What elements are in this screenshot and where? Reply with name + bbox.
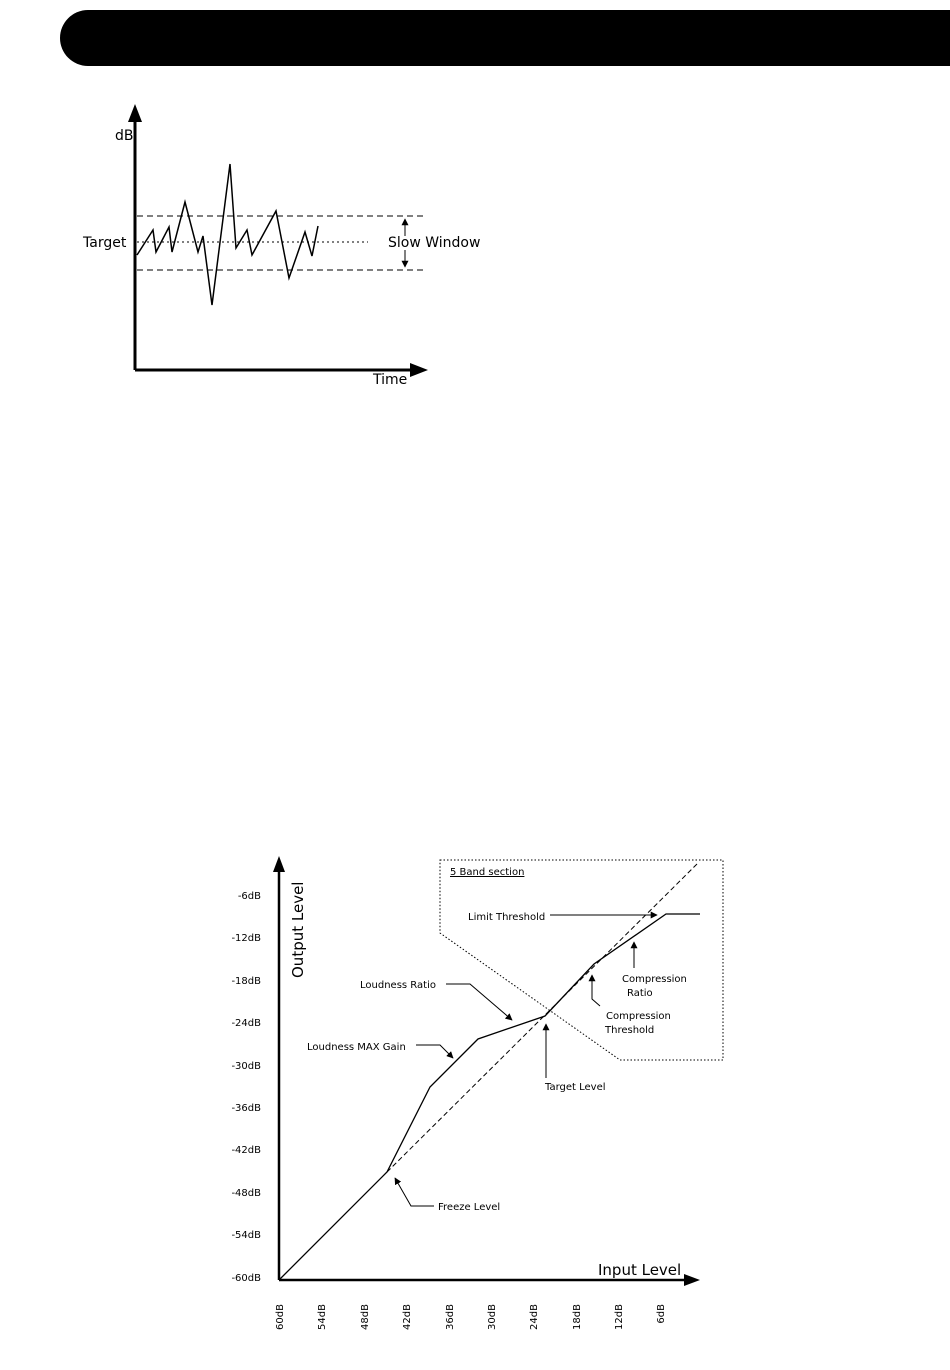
- loudness-max-gain-label: Loudness MAX Gain: [307, 1042, 406, 1053]
- y-tick-label: -54dB: [231, 1230, 261, 1241]
- transfer-curve: [279, 914, 700, 1280]
- output-axis-label: Output Level: [289, 881, 307, 978]
- y-tick-label: -48dB: [231, 1188, 261, 1199]
- x-axis-label: Time: [373, 372, 408, 388]
- x-tick-label: 24dB: [529, 1304, 540, 1330]
- signal-waveform: [137, 164, 318, 305]
- y-tick-label: -42dB: [231, 1145, 261, 1156]
- window-label: Slow Window: [388, 235, 481, 251]
- y-axis-label: dB: [115, 128, 134, 144]
- y-axis-arrow: [128, 104, 142, 122]
- x-tick-label: 54dB: [317, 1304, 328, 1330]
- x-tick-label: 60dB: [275, 1304, 286, 1330]
- slow-window-diagram: [82, 104, 480, 388]
- y-tick-label: -30dB: [231, 1061, 261, 1072]
- y-tick-label: -60dB: [231, 1273, 261, 1284]
- limit-threshold-label: Limit Threshold: [468, 912, 546, 923]
- output-tick-labels: [231, 891, 261, 1284]
- compression-threshold-label-1: Compression: [606, 1011, 671, 1022]
- input-tick-labels: [275, 1304, 667, 1330]
- loudness-max-gain-arrow: [416, 1045, 453, 1058]
- loudness-ratio-arrow: [446, 984, 512, 1020]
- loudness-ratio-label: Loudness Ratio: [360, 980, 436, 991]
- target-level-label: Target Level: [545, 1082, 606, 1093]
- freeze-level-label: Freeze Level: [438, 1202, 501, 1213]
- compression-threshold-arrow: [592, 975, 600, 1006]
- compression-threshold-label-2: Threshold: [605, 1025, 655, 1036]
- x-tick-label: 48dB: [360, 1304, 371, 1330]
- band-section-box: [440, 860, 723, 1060]
- y-tick-label: -24dB: [231, 1018, 261, 1029]
- x-tick-label: 42dB: [402, 1304, 413, 1330]
- band-section-label: 5 Band section: [450, 867, 525, 878]
- x-tick-label: 12dB: [614, 1304, 625, 1330]
- x-axis-arrow: [410, 363, 428, 377]
- compression-ratio-label-1: Compression: [622, 974, 687, 985]
- y-tick-label: -18dB: [231, 976, 261, 987]
- freeze-level-arrow: [395, 1178, 434, 1206]
- x-tick-label: 18dB: [572, 1304, 583, 1330]
- y-tick-label: -6dB: [237, 891, 261, 902]
- y-tick-label: -36dB: [231, 1103, 261, 1114]
- output-axis-arrow: [273, 856, 285, 872]
- compression-ratio-label-2: Ratio: [627, 988, 653, 999]
- input-axis-arrow: [684, 1274, 700, 1286]
- x-tick-label: 36dB: [445, 1304, 456, 1330]
- x-tick-label: 30dB: [487, 1304, 498, 1330]
- x-tick-label: 6dB: [656, 1304, 667, 1324]
- y-tick-label: -12dB: [231, 933, 261, 944]
- level-diagram: [231, 856, 723, 1330]
- input-axis-label: Input Level: [598, 1261, 682, 1279]
- target-label: Target: [83, 235, 127, 251]
